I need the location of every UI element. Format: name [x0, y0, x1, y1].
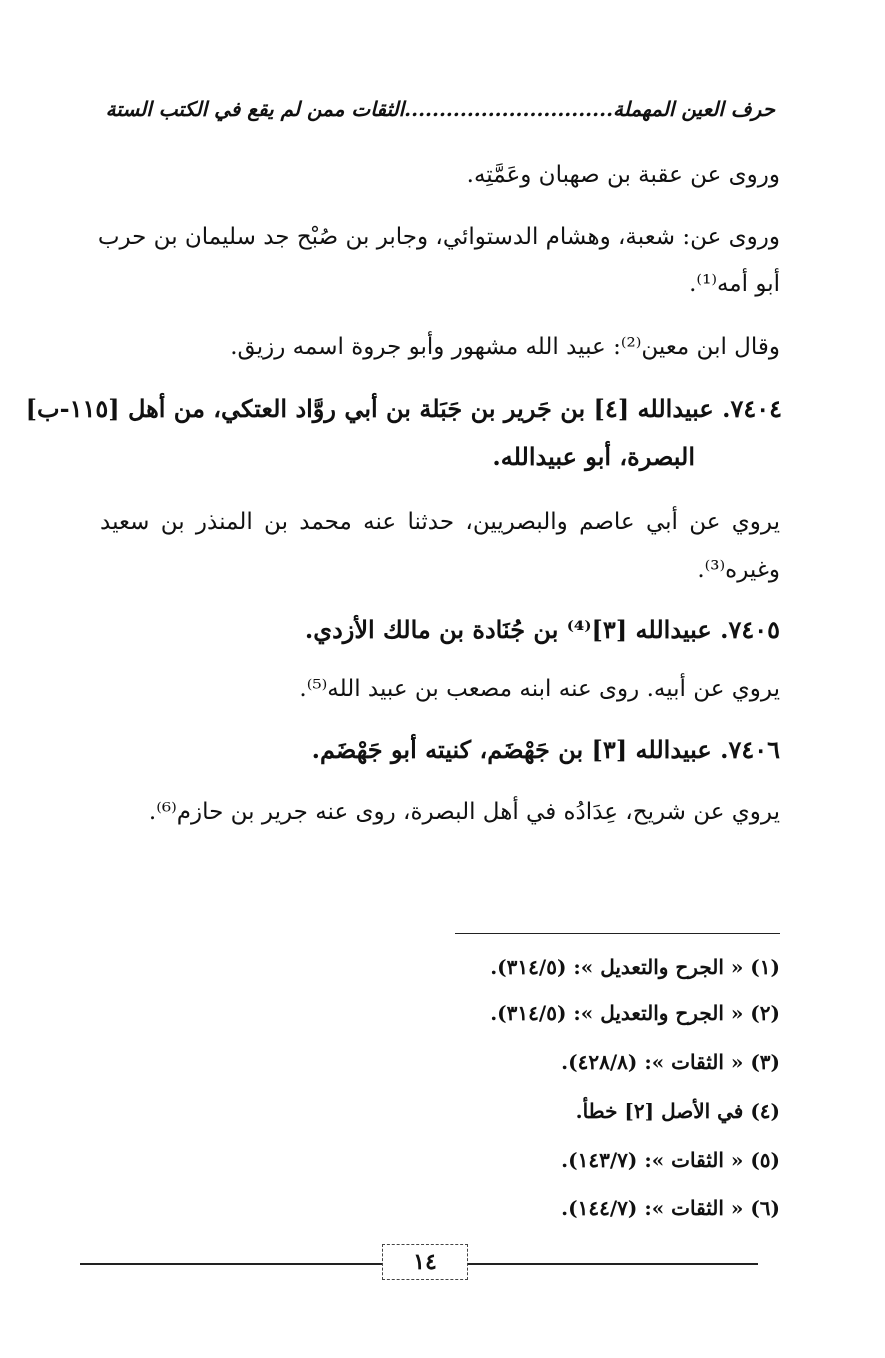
entry-heading-7406: ٧٤٠٦. عبيدالله [٣] بن جَهْضَم، كنيته أبو جَهْضَم. [311, 735, 780, 764]
entry-heading-7404-cont: البصرة، أبو عبيدالله. [492, 442, 695, 471]
bottom-rule-right [468, 1263, 758, 1265]
running-header: حرف العين المهملة..............................الثقات ممن لم يقع في الكتب الستة [105, 97, 775, 121]
entry-heading-7405: ٧٤٠٥. عبيدالله [٣]⁽⁴⁾ بن جُنَادة بن مالك الأزدي. [304, 615, 780, 644]
body-line: يروي عن أبي عاصم والبصريين، حدثنا عنه محمد بن المنذر بن سعيد [100, 509, 780, 535]
body-line: يروي عن شريح، عِدَادُه في أهل البصرة، روى عنه جرير بن حازم⁽⁶⁾. [148, 799, 780, 825]
footnote-3: (٣) « الثقات »: (٤٢٨/٨). [561, 1050, 780, 1074]
body-line: أبو أمه⁽¹⁾. [689, 271, 780, 297]
footnote-5: (٥) « الثقات »: (١٤٣/٧). [561, 1148, 780, 1172]
footnote-1: (١) « الجرح والتعديل »: (٣١٤/٥). [490, 955, 780, 979]
entry-heading-7404: ٧٤٠٤. عبيدالله [٤] بن جَرير بن جَبَلة بن أبي روَّاد العتكي، من أهل [١١٥-ب] [25, 394, 782, 423]
footnote-2: (٢) « الجرح والتعديل »: (٣١٤/٥). [490, 1001, 780, 1025]
body-line: وغيره⁽³⁾. [697, 557, 780, 583]
footnote-4: (٤) في الأصل [٢] خطأ. [575, 1099, 780, 1123]
bottom-rule-left [80, 1263, 382, 1265]
body-line: وروى عن: شعبة، وهشام الدستوائي، وجابر بن صُبْح جد سليمان بن حرب [97, 224, 780, 250]
body-line: يروي عن أبيه. روى عنه ابنه مصعب بن عبيد الله⁽⁵⁾. [299, 676, 780, 702]
footnote-6: (٦) « الثقات »: (١٤٤/٧). [561, 1196, 780, 1220]
page-number: ١٤ [382, 1244, 468, 1280]
body-line: وقال ابن معين⁽²⁾: عبيد الله مشهور وأبو جروة اسمه رزيق. [230, 334, 780, 360]
footnote-divider [455, 933, 780, 934]
body-line: وروى عن عقبة بن صهبان وعَمَّتِه. [466, 162, 780, 188]
